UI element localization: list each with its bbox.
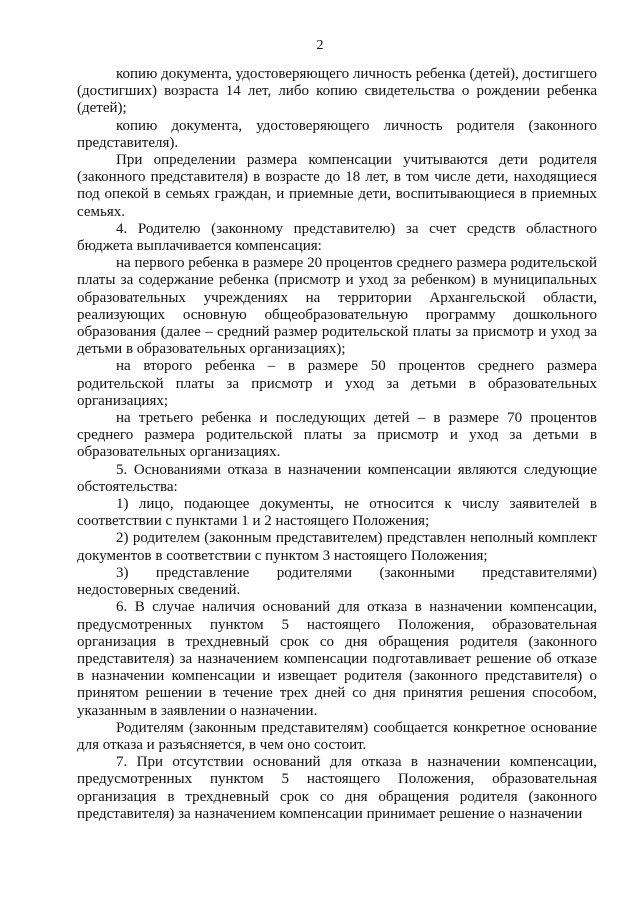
paragraph-refusal-reason-2: 2) родителем (законным представителем) представлен неполный комплект документов в соответствии с пунктом 3 настоящего Положения; bbox=[77, 530, 597, 564]
paragraph-parent-id-copy: копию документа, удостоверяющего личность родителя (законного представителя). bbox=[77, 117, 597, 151]
paragraph-refusal-explanation: Родителям (законным представителям) сообщается конкретное основание для отказа и разъясняется, в чем оно состоит. bbox=[77, 719, 597, 753]
paragraph-clause-6: 6. В случае наличия оснований для отказа в назначении компенсации, предусмотренных пунктом 5 настоящего Положения, образовательная организация в трехдневный срок со дня обращения родителя (законного представителя) за назначением компенсации подготавливает решение об отказе в назначении компенсации и извещает родителя (законного представителя) о принятом решении в течение трех дней со дня принятия решения способом, указанным в заявлении о назначении. bbox=[77, 599, 597, 719]
paragraph-clause-5: 5. Основаниями отказа в назначении компенсации являются следующие обстоятельства: bbox=[77, 461, 597, 495]
paragraph-clause-7: 7. При отсутствии оснований для отказа в назначении компенсации, предусмотренных пунктом 5 настоящего Положения, образовательная организация в трехдневный срок со дня обращения родителя (законного представителя) за назначением компенсации принимает решение о назначении bbox=[77, 754, 597, 822]
paragraph-children-counted: При определении размера компенсации учитываются дети родителя (законного представителя) в возрасте до 18 лет, в том числе дети, находящиеся под опекой в семьях граждан, и приемные дети, воспитывающиеся в приемных семьях. bbox=[77, 152, 597, 220]
document-body bbox=[77, 66, 597, 823]
paragraph-clause-4: 4. Родителю (законному представителю) за счет средств областного бюджета выплачивается компенсация: bbox=[77, 220, 597, 255]
paragraph-second-child: на второго ребенка – в размере 50 процентов среднего размера родительской платы за присмотр и уход за детьми в образовательных организациях; bbox=[77, 358, 597, 409]
paragraph-first-child: на первого ребенка в размере 20 процентов среднего размера родительской платы за содержание ребенка (присмотр и уход за ребенком) в муниципальных образовательных учреждениях на территории Архангельской области, реализующих основную общеобразовательную программу дошкольного образования (далее – средний размер родительской платы за присмотр и уход за детьми в образовательных организациях); bbox=[77, 255, 597, 358]
paragraph-refusal-reason-3: 3) представление родителями (законными представителями) недостоверных сведений. bbox=[77, 564, 597, 599]
paragraph-child-id-copy: копию документа, удостоверяющего личность ребенка (детей), достигшего (достигших) возраста 14 лет, либо копию свидетельства о рождении ребенка (детей); bbox=[77, 66, 597, 117]
paragraph-third-child: на третьего ребенка и последующих детей – в размере 70 процентов среднего размера родительской платы за присмотр и уход за детьми в образовательных организациях. bbox=[77, 410, 597, 461]
paragraph-refusal-reason-1: 1) лицо, подающее документы, не относится к числу заявителей в соответствии с пунктами 1 и 2 настоящего Положения; bbox=[77, 496, 597, 530]
page-number: 2 bbox=[316, 38, 324, 53]
